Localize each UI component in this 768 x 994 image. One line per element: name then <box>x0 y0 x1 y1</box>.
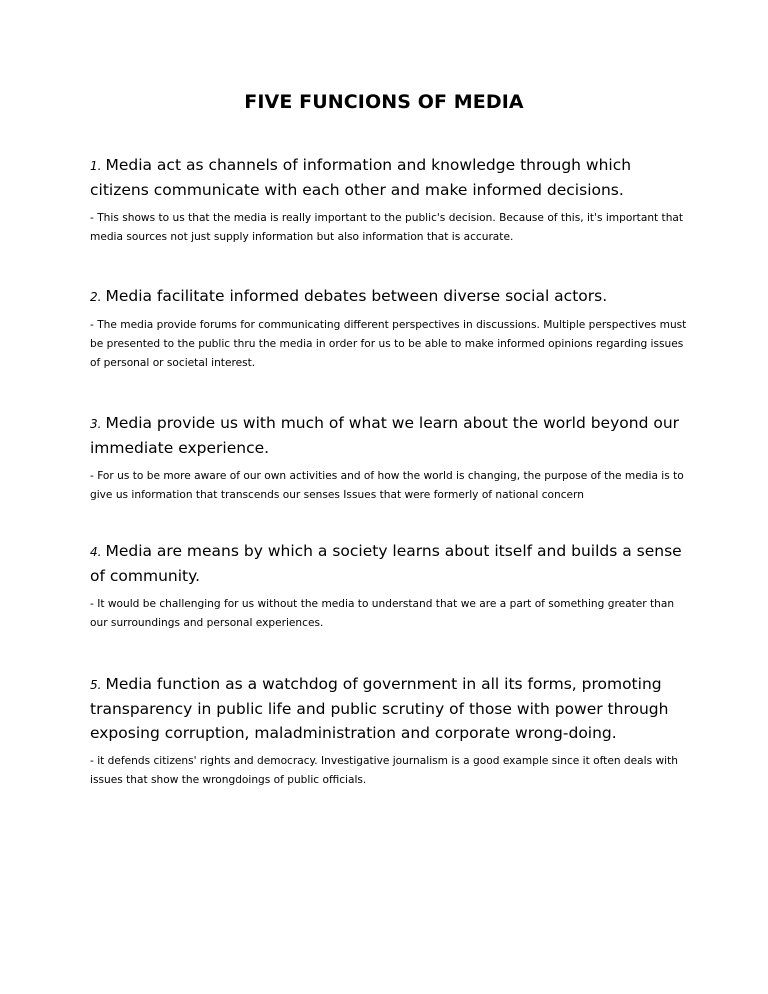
function-item-5 <box>90 672 690 790</box>
item-number: 2. <box>90 290 102 304</box>
function-heading-4 <box>90 539 690 588</box>
item-number: 5. <box>90 678 102 692</box>
function-item-2 <box>90 284 690 373</box>
function-heading-1 <box>90 153 690 202</box>
function-heading-2 <box>90 284 690 309</box>
function-item-1 <box>90 153 690 247</box>
heading-text: Media act as channels of information and knowledge through which citizens communicate with each other and make informed decisions. <box>90 156 632 199</box>
function-heading-3 <box>90 411 690 460</box>
item-number: 3. <box>90 417 102 431</box>
item-number: 4. <box>90 545 102 559</box>
function-heading-5 <box>90 672 690 745</box>
function-description-1: - This shows to us that the media is really important to the public's decision. Because of this, it's important that media sources not just supply information but also information that is accurate. <box>90 212 684 243</box>
function-item-3 <box>90 411 690 505</box>
heading-text: Media provide us with much of what we learn about the world beyond our immediate experience. <box>90 414 680 457</box>
heading-text: Media are means by which a society learns about itself and builds a sense of community. <box>90 542 682 585</box>
item-number: 1. <box>90 159 102 173</box>
function-description-5: - it defends citizens' rights and democracy. Investigative journalism is a good example since it often deals with issues that show the wrongdoings of public officials. <box>90 755 678 786</box>
function-description-4: - It would be challenging for us without the media to understand that we are a part of something greater than our surroundings and personal experiences. <box>90 598 675 629</box>
function-description-3: - For us to be more aware of our own activities and of how the world is changing, the purpose of the media is to give us information that transcends our senses Issues that were formerly of national concern <box>90 470 684 501</box>
heading-text: Media facilitate informed debates between diverse social actors. <box>105 287 608 305</box>
function-item-4 <box>90 539 690 633</box>
heading-text: Media function as a watchdog of government in all its forms, promoting transparency in public life and public scrutiny of those with power through exposing corruption, maladministration and corporate wrong-doing. <box>90 675 669 742</box>
function-description-2: - The media provide forums for communicating different perspectives in discussions. Multiple perspectives must be presented to the public thru the media in order for us to be able to make informed opinions regarding issues of personal or societal interest. <box>90 319 687 369</box>
document-title: FIVE FUNCIONS OF MEDIA <box>244 91 524 113</box>
